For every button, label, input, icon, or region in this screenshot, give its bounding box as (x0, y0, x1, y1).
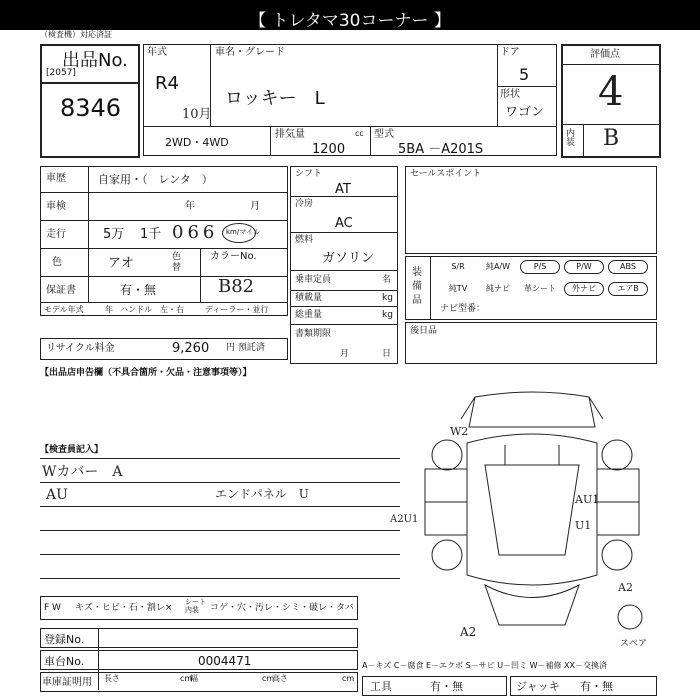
sales-label: セールスポイント (410, 169, 482, 179)
model-label: 型式 (374, 129, 394, 140)
name-value: ロッキー L (225, 88, 325, 109)
seat-label: シート内装 (185, 598, 206, 614)
load-unit: kg (382, 293, 393, 303)
header-title: 【 トレタマ30コーナー 】 (249, 11, 451, 31)
model-value: 5BA －A201S (398, 142, 484, 157)
color-change: 色替 (172, 252, 182, 273)
lot-number: 8346 (60, 94, 122, 122)
equip-item: 純ナビ (486, 284, 510, 293)
equip-item: 純TV (448, 284, 468, 293)
history-label: 車歴 (46, 173, 66, 184)
cert-hgt-unit: cm (342, 674, 355, 683)
fw-items: キズ・ヒビ・石・割レ× (75, 603, 173, 613)
disp-cc: cc (355, 129, 364, 138)
inspector-line-2: AU (46, 487, 68, 503)
cert-wid: 幅 (190, 674, 198, 683)
inspection-year: 年 (185, 201, 195, 212)
fuel-label: 燃料 (295, 235, 314, 245)
color-value: アオ (108, 256, 134, 271)
equip-item: 外ナビ (564, 282, 604, 296)
recycle-unit: 円 預託済 (226, 343, 265, 353)
tools-label: 工具 (370, 680, 392, 693)
aircon-label: 冷房 (295, 199, 314, 209)
weight-unit: kg (382, 310, 393, 320)
lot-label: 出品No. (62, 50, 128, 71)
expiry-day: 日 (382, 349, 392, 359)
cert-hgt: 高さ (272, 674, 288, 683)
inspection-month: 月 (250, 201, 260, 212)
score-value: 4 (598, 69, 624, 115)
diagram-mark-a2-bottom: A2 (460, 625, 477, 639)
diagram-mark-a2-right: A2 (618, 581, 633, 594)
color-label: 色 (52, 257, 62, 268)
equip-navi: ナビ型番： (440, 304, 486, 314)
notes-label: 【出品店申告欄（不具合箇所・欠品・注意事項等）】 (40, 368, 252, 378)
diagram-mark-au1: AU1 (575, 493, 600, 506)
diagram-spare: スペア (620, 639, 648, 649)
color-code: B82 (218, 276, 255, 297)
header-bar (0, 0, 700, 30)
shift-value: AT (335, 182, 351, 197)
weight-label: 総重量 (295, 310, 323, 320)
reg-label: 登録No. (44, 633, 85, 646)
rear-label: 後日品 (410, 326, 438, 336)
header-sub: （検査機）対応済証 (40, 30, 112, 39)
model-year-handle: ハンドル 左・右 (120, 305, 184, 314)
diagram-mark-u1: U1 (575, 519, 592, 532)
color-code-label: カラーNo. (210, 251, 257, 262)
recycle-value: 9,260 (172, 341, 210, 356)
history-value: 自家用・（ レンタ ） (98, 173, 213, 186)
inspector-line-1: Wカバー A (42, 464, 123, 480)
mileage-digits: 066 (172, 222, 219, 243)
car-diagram (405, 385, 660, 640)
capacity-unit: 名 (382, 275, 392, 285)
fw-label: F W (44, 603, 61, 613)
expiry-month: 月 (340, 349, 350, 359)
door-value: 5 (519, 65, 530, 84)
shift-label: シフト (295, 169, 323, 179)
cert-wid-unit: cm (262, 674, 275, 683)
recycle-label: リサイクル料金 (46, 343, 115, 354)
name-label: 車名・グレード (215, 47, 285, 58)
model-year-label: モデル年式 (44, 305, 84, 314)
model-year-year: 年 (105, 305, 113, 314)
capacity-label: 乗車定員 (295, 275, 332, 285)
warranty-label: 保証書 (46, 285, 76, 296)
jack-label: ジャッキ (516, 680, 560, 693)
cert-len-unit: cm (180, 674, 193, 683)
expiry-label: 書類期限 (295, 329, 332, 339)
jack-value: 有・無 (580, 680, 613, 693)
warranty-value: 有・無 (120, 283, 157, 297)
mileage-unit-circle (222, 223, 256, 243)
inspector-line-3: エンドパネル U (215, 487, 309, 501)
interior-label: 内装 (566, 129, 576, 148)
door-label: ドア (500, 47, 520, 58)
legend: A－キズ C－腐食 E－エクボ S－サビ U－凹ミ W－補修 XX－交換済 (362, 661, 608, 670)
aircon-value: AC (335, 216, 353, 231)
equip-item: エアB (608, 282, 648, 296)
shape-label: 形状 (500, 89, 520, 100)
seat-items: コゲ・穴・汚レ・シミ・破レ・タバ (210, 603, 354, 613)
year-label: 年式 (147, 47, 167, 58)
rear-box (405, 322, 657, 364)
lot-stamp: [2057] (46, 68, 76, 78)
equip-item: 革シート (524, 284, 556, 293)
tools-value: 有・無 (430, 680, 463, 693)
inspector-label: 【検査員記入】 (40, 445, 104, 455)
mileage-label: 走行 (46, 229, 66, 240)
equip-item: S/R (451, 262, 465, 271)
equip-item: 純A/W (485, 262, 511, 271)
year-era: R4 (155, 73, 179, 94)
disp-label: 排気量 (275, 129, 305, 140)
reg-box (40, 628, 358, 648)
year-month: 10月 (182, 107, 212, 122)
chassis-label: 車台No. (44, 655, 85, 668)
mileage-unit: km/マイル (226, 228, 261, 236)
equip-item: P/W (564, 260, 604, 274)
model-year-dealer: ディーラー・並行 (205, 305, 269, 314)
load-label: 積載量 (295, 293, 323, 303)
mileage-sen: 1千 (140, 227, 162, 242)
score-label: 評価点 (590, 49, 620, 60)
diagram-mark-a2u1: A2U1 (390, 514, 419, 525)
equip-label: 装備品 (412, 267, 422, 306)
chassis-value: 0004471 (198, 654, 252, 668)
drive-value: 2WD・4WD (165, 136, 229, 149)
inspection-label: 車検 (46, 201, 66, 212)
fuel-value: ガソリン (322, 251, 375, 266)
disp-value: 1200 (312, 142, 346, 157)
equip-item: P/S (520, 260, 560, 274)
cert-len: 長さ (104, 674, 120, 683)
sales-box (405, 166, 657, 254)
shape-value: ワゴン (505, 105, 545, 120)
cert-label: 車庫証明用 (42, 677, 92, 688)
diagram-mark-w2: W2 (450, 425, 469, 438)
interior-value: B (603, 126, 620, 151)
equip-item: ABS (608, 260, 648, 274)
mileage-man: 5万 (103, 227, 125, 242)
